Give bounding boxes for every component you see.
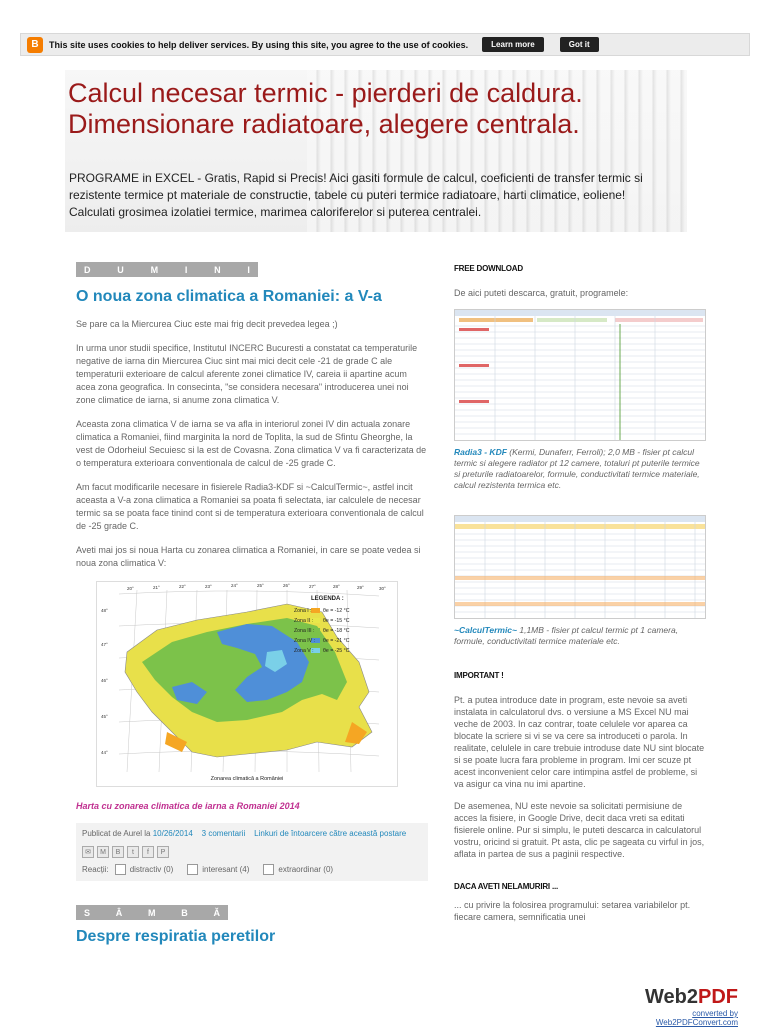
reactions-row: [82, 864, 422, 875]
lon-label: 27°: [309, 584, 316, 589]
main-column: [76, 262, 428, 946]
lat-label: 46°: [101, 678, 108, 683]
climate-zone-map[interactable]: [96, 581, 398, 787]
lon-label: 26°: [283, 583, 290, 588]
important-paragraph: Pt. a putea introduce date in program, este nevoie sa aveti instalata in calculatorul dvs. o versiune a MS Excel NU mai veche de 2003. In caz contrar, toate celulele vor aparea ca blocate la scriere si vi se va cere sa introduceti o parola. In realitate, celulele in care trebuie introduse date NU sint blocate si se poate lucra fara probleme in program. Imi cer scuze pt acest inconvenient celor care intimpina astfel de probleme, si va asigur ca vina nu imi apartine.: [454, 695, 705, 789]
reaction-item[interactable]: [115, 864, 174, 875]
logo-main-text: Web2: [645, 986, 698, 1008]
legend-zone-label: Zona V :: [294, 648, 314, 654]
sidebar-heading: DACA AVETI NELAMURIRI ...: [454, 882, 559, 891]
reaction-label: extraordinar (0): [278, 865, 334, 874]
reaction-item[interactable]: [187, 864, 249, 875]
lon-label: 30°: [379, 586, 386, 591]
post-title[interactable]: O noua zona climatica a Romaniei: a V-a: [76, 288, 382, 305]
legend-zone-temp: θe = -12 °C: [323, 608, 350, 614]
got-it-button[interactable]: Got it: [560, 37, 599, 52]
date-letter: M: [147, 907, 156, 918]
post-footer: [76, 823, 428, 881]
sidebar-heading: IMPORTANT !: [454, 671, 504, 680]
twitter-share-icon[interactable]: t: [127, 846, 139, 858]
date-letter: S: [84, 907, 91, 918]
radia3-spreadsheet-thumbnail[interactable]: [454, 309, 706, 441]
questions-paragraph: ... cu privire la folosirea programului: setarea variabilelor pt. fiecare camera, semnificatia unei: [454, 900, 691, 922]
lon-label: 28°: [333, 584, 340, 589]
legend-zone-label: Zona I :: [294, 608, 312, 614]
lat-label: 47°: [101, 642, 108, 647]
post-paragraph: In urma unor studii specifice, Institutul INCERC Bucuresti a constatat ca temperaturile negative de iarna din Miercurea Ciuc sint mai mici decit cele -21 de grade C ale temperaturii exterioare de calcul aferente zonei climatice IV, careia ii apartine acum acea zona geografica. In consecinta, "se considera necesara" introducerea unei noi zone climatice de iarna, si anume zona climatica V.: [76, 343, 418, 405]
file1-description: (Kermi, Dunaferr, Ferroli); 2,0 MB - fisier pt calcul termic si alegere radiator pt 12 camere, totaluri pt puterile termice si preturile radiatoarelor, formule, conductivitati termice materiale, calcul rezistenta termica etc.: [454, 447, 700, 490]
cookie-message: This site uses cookies to help deliver services. By using this site, you agree to the use of cookies.: [49, 39, 469, 50]
learn-more-button[interactable]: Learn more: [482, 37, 544, 52]
date-letter: I: [184, 264, 188, 275]
date-letter: Ă: [213, 907, 220, 918]
published-by: Publicat de Aurel la: [82, 829, 151, 838]
post-meta: [82, 829, 422, 838]
sidebar-heading: FREE DOWNLOAD: [454, 264, 523, 273]
email-share-icon[interactable]: M: [97, 846, 109, 858]
spreadsheet-thumbnail-svg: [455, 516, 706, 619]
post-title[interactable]: Despre respiratia peretilor: [76, 928, 276, 945]
romania-map-svg: [97, 582, 398, 787]
lon-label: 23°: [205, 584, 212, 589]
cookie-bar: [20, 33, 750, 56]
legend-zone-temp: θe = -18 °C: [323, 628, 350, 634]
download-intro: De aici puteti descarca, gratuit, programele:: [454, 288, 629, 298]
reaction-checkbox[interactable]: [187, 864, 198, 875]
date-letter: D: [84, 264, 91, 275]
file2-description: 1,1MB - fisier pt calcul termic pt 1 camera, formule, conductivitati termice materiale etc.: [454, 625, 679, 646]
map-legend-title: LEGENDA :: [311, 596, 344, 602]
lon-label: 29°: [357, 585, 364, 590]
lat-label: 45°: [101, 714, 108, 719]
lon-label: 21°: [153, 585, 160, 590]
reaction-item[interactable]: [263, 864, 333, 875]
important-paragraph: De asemenea, NU este nevoie sa solicitati permisiune de acces la fisiere, in Google Drive, decit daca vreti sa editati fisierele online. Pur si simplu, le puteti descarca in calculatorul vostru, oricind si gratuit. Pt asta, clic pe sageata cu virful in jos, aflata in partea de sus a paginii respective.: [454, 801, 705, 859]
calcultermic-spreadsheet-thumbnail[interactable]: [454, 515, 706, 619]
lon-label: 20°: [127, 586, 134, 591]
reaction-checkbox[interactable]: [263, 864, 274, 875]
file2-caption: [454, 625, 708, 647]
lon-label: 22°: [179, 584, 186, 589]
legend-zone-temp: θe = -15 °C: [323, 618, 350, 624]
email-post-icon[interactable]: ✉: [82, 846, 94, 858]
radia3-download-link[interactable]: Radia3 - KDF: [454, 447, 507, 457]
pinterest-share-icon[interactable]: P: [157, 846, 169, 858]
reactions-label: Reacții:: [82, 865, 109, 874]
share-row: [82, 846, 422, 858]
blog-this-icon[interactable]: B: [112, 846, 124, 858]
date-header: [76, 262, 258, 277]
date-letter: I: [247, 264, 250, 275]
blogger-icon: B: [27, 37, 43, 53]
lat-label: 44°: [101, 750, 108, 755]
date-letter: Â: [115, 907, 123, 918]
post-paragraph: Se pare ca la Miercurea Ciuc este mai frig decit prevedea legea ;): [76, 319, 338, 329]
facebook-share-icon[interactable]: f: [142, 846, 154, 858]
reaction-label: distractiv (0): [129, 865, 174, 874]
date-letter: B: [181, 907, 188, 918]
legend-zone-label: Zona IV :: [294, 638, 316, 644]
blog-header: [65, 70, 687, 232]
backlinks-link[interactable]: Linkuri de întoarcere către această postare: [254, 829, 407, 838]
web2pdf-watermark[interactable]: [610, 986, 738, 1027]
legend-zone-temp: θe = -25 °C: [323, 648, 350, 654]
map-caption: Harta cu zonarea climatica de iarna a Romaniei 2014: [76, 801, 300, 811]
date-letter: N: [214, 264, 221, 275]
web2pdf-logo: [610, 986, 738, 1009]
post-paragraph: Am facut modificarile necesare in fisierele Radia3-KDF si ~CalculTermic~, astfel incit aceasta a V-a zona climatica a Romaniei sa poata fi selectata, iar calculele de necesar termic sa se poata face tinind cont si de temperatura exterioara conventionala de calcul de -25 grade C.: [76, 482, 424, 531]
map-inner-caption: Zonarea climatică a României: [210, 776, 284, 782]
reaction-label: interesant (4): [202, 865, 250, 874]
date-letter: M: [150, 264, 159, 275]
post-paragraph: Aceasta zona climatica V de iarna se va afla in interiorul zonei IV din actuala zonare climatica a Romaniei, fiind marginita la nord de Toplita, la sud de Sfintu Gheorghe, la vest de Odorheiul Secuiesc si la est de Covasna. Zona climatica V va fi caracterizata de o temperatura exterioara conventionala de calcul de -25 grade C.: [76, 419, 427, 468]
lat-label: 48°: [101, 608, 108, 613]
calcultermic-download-link[interactable]: ~CalculTermic~: [454, 625, 517, 635]
post-date-link[interactable]: 10/26/2014: [152, 829, 193, 838]
logo-accent-text: PDF: [698, 986, 738, 1008]
comments-link[interactable]: 3 comentarii: [201, 829, 246, 838]
spreadsheet-thumbnail-svg: [455, 310, 706, 441]
date-letter: U: [117, 264, 124, 275]
legend-zone-temp: θe = -21 °C: [323, 638, 350, 644]
date-header: [76, 905, 228, 920]
blog-description: PROGRAME in EXCEL - Gratis, Rapid si Precis! Aici gasiti formule de calcul, coeficienti de transfer termic si rezistente termice pt materiale de constructie, tabele cu puteri termice radiatoare, harti climatice, eoliene! Calculati grosimea izolatiei termice, marimea caloriferelor si puterea centralei.: [69, 171, 643, 219]
sidebar: [454, 264, 708, 933]
lon-label: 24°: [231, 583, 238, 588]
web2pdf-link[interactable]: converted by Web2PDFConvert.com: [655, 1009, 738, 1027]
legend-zone-label: Zona III :: [294, 628, 315, 634]
lon-label: 25°: [257, 583, 264, 588]
file1-caption: [454, 447, 708, 491]
reaction-checkbox[interactable]: [115, 864, 126, 875]
post-paragraph: Aveti mai jos si noua Harta cu zonarea climatica a Romaniei, in care se poate vedea si noua zona climatica V:: [76, 545, 421, 568]
blog-title[interactable]: Calcul necesar termic - pierderi de caldura. Dimensionare radiatoare, alegere centrala.: [68, 78, 583, 139]
legend-zone-label: Zona II :: [294, 618, 314, 624]
